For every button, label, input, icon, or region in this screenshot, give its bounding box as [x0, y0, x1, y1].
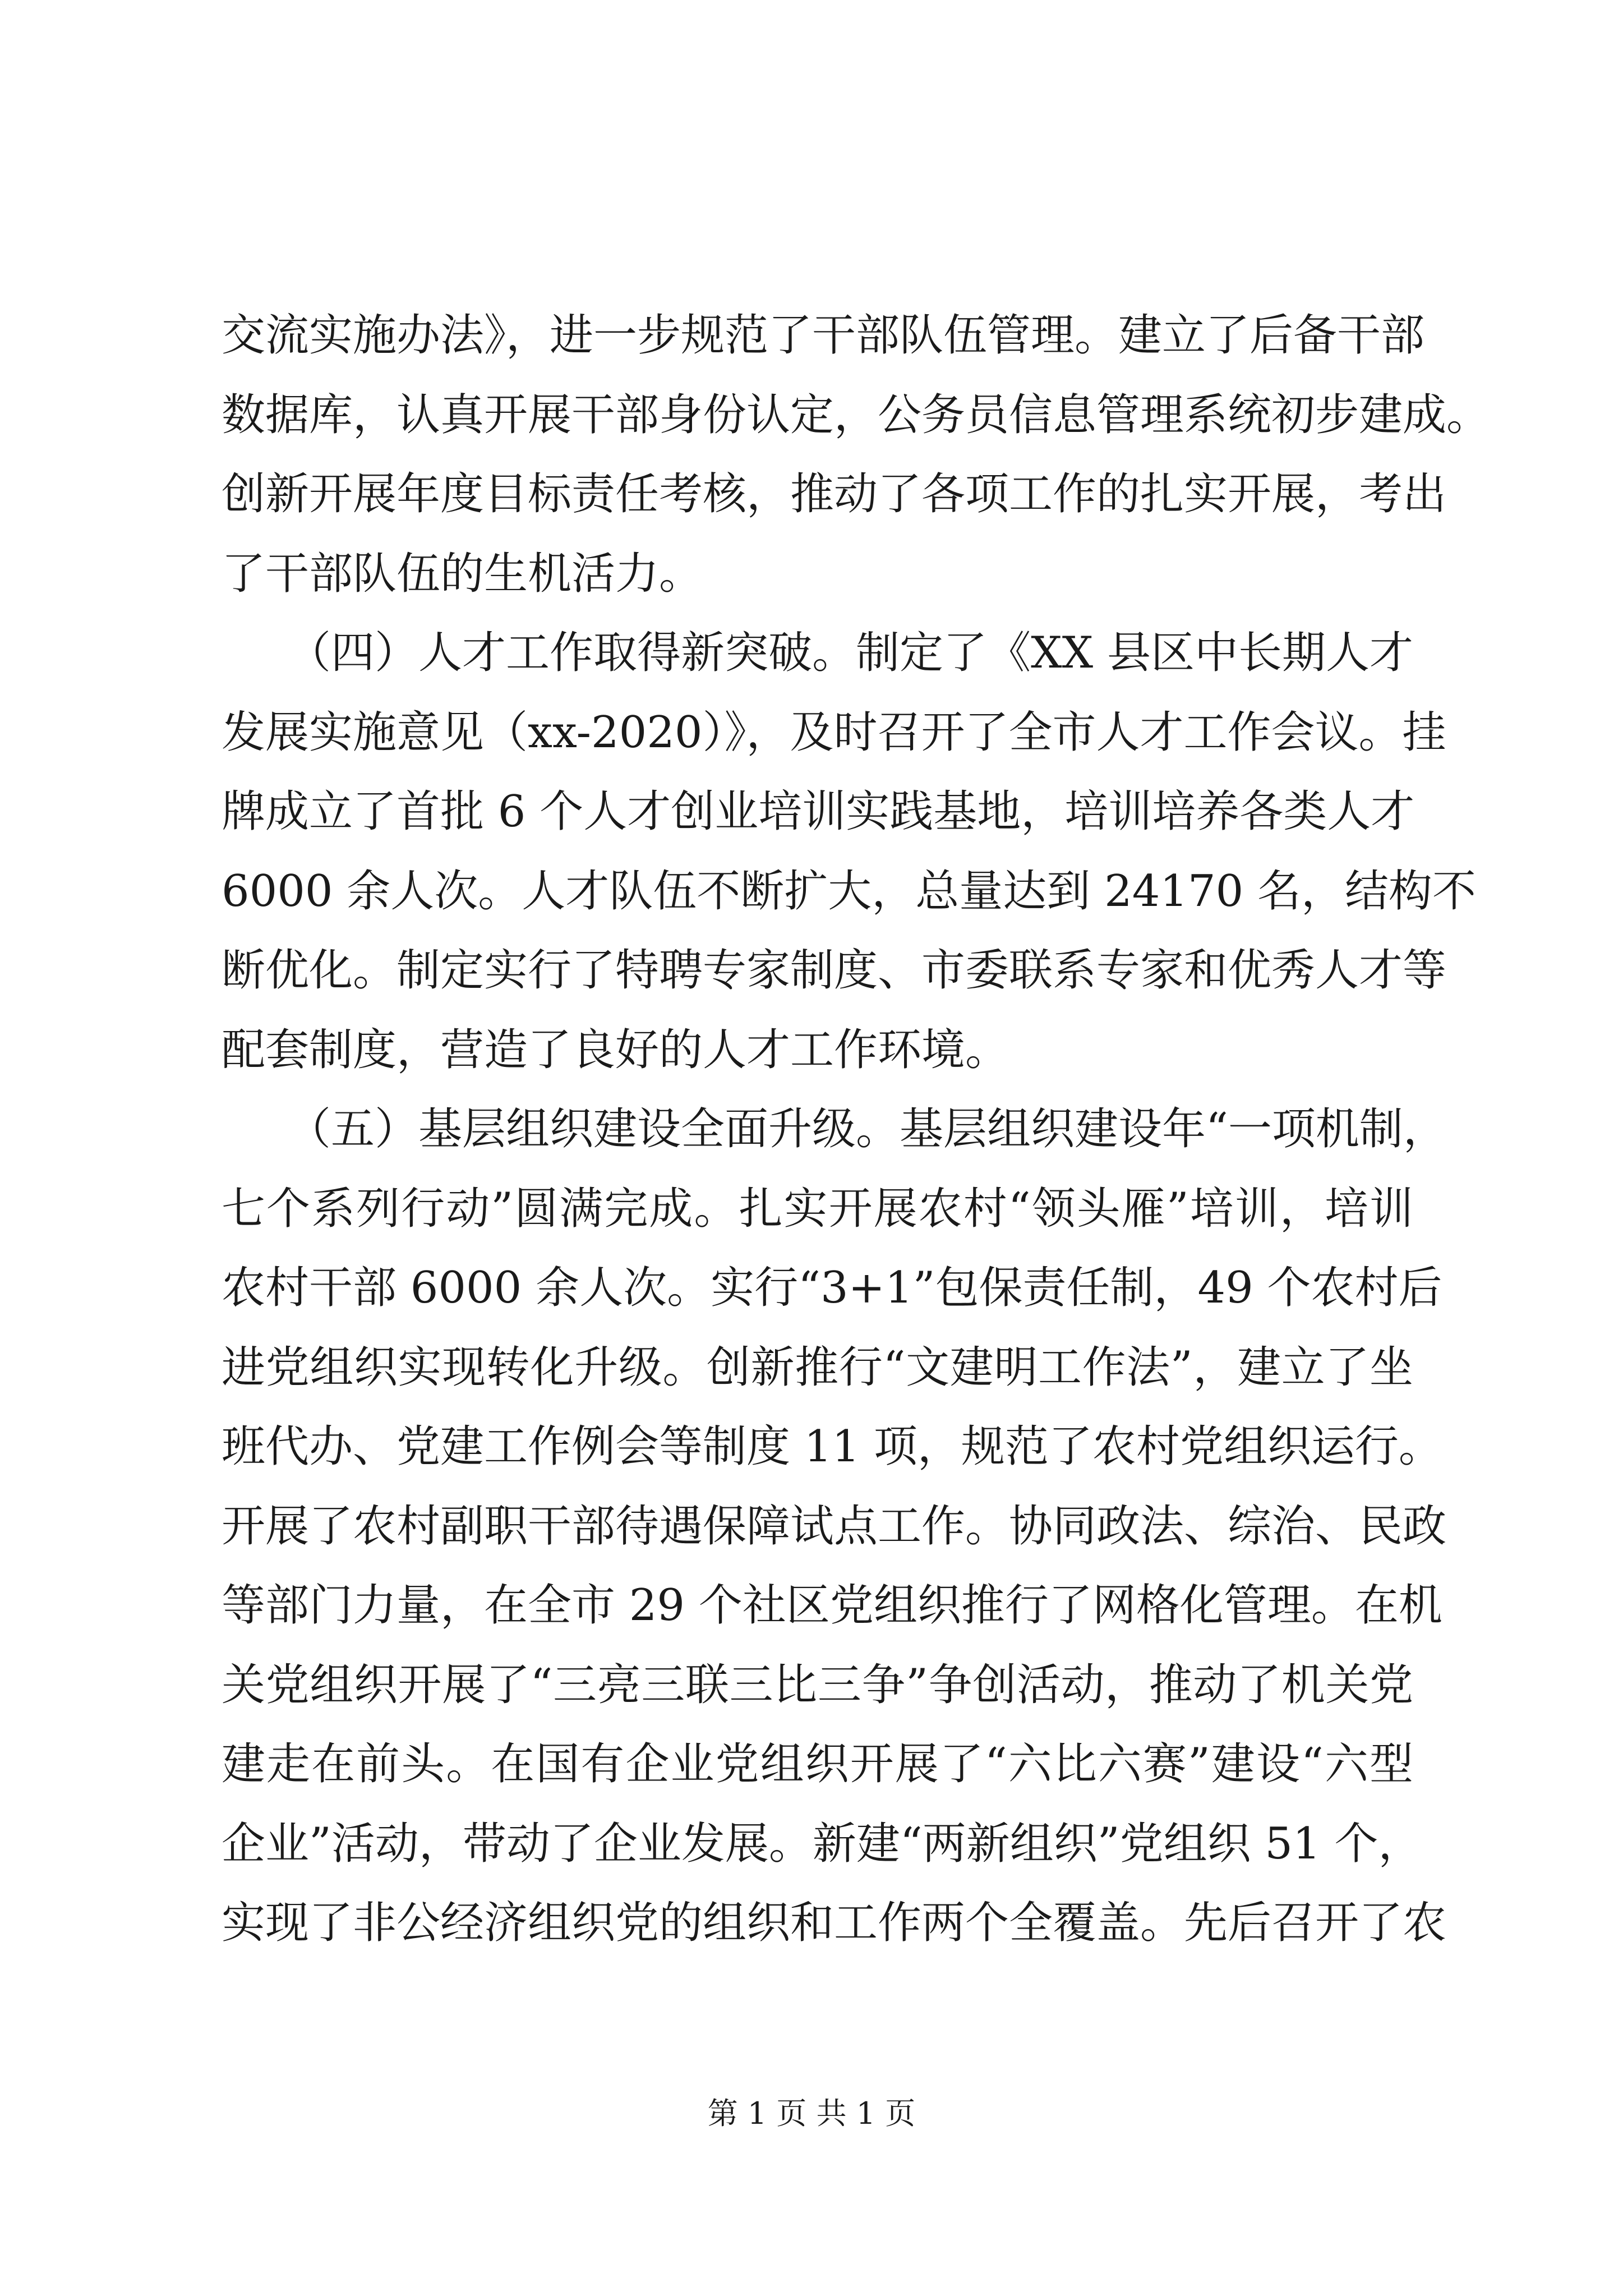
text-line: 七个系列行动”圆满完成。扎实开展农村“领头雁”培训，培训 [222, 1183, 1413, 1234]
text-line: 农村干部 6000 余人次。实行“3+1”包保责任制，49 个农村后 [222, 1263, 1442, 1313]
text-line: 发展实施意见（xx-2020）》，及时召开了全市人才工作会议。挂 [222, 707, 1446, 758]
text-line: 进党组织实现转化升级。创新推行“文建明工作法”，建立了坐 [222, 1342, 1413, 1393]
text-line: 数据库，认真开展干部身份认定，公务员信息管理系统初步建成。 [222, 389, 1491, 440]
text-line: 关党组织开展了“三亮三联三比三争”争创活动，推动了机关党 [222, 1659, 1413, 1710]
text-line: 企业”活动，带动了企业发展。新建“两新组织”党组织 51 个， [222, 1818, 1422, 1869]
text-line: 实现了非公经济组织党的组织和工作两个全覆盖。先后召开了农 [222, 1898, 1447, 1948]
text-line: 配套制度，营造了良好的人才工作环境。 [222, 1024, 1009, 1075]
page-footer: 第 1 页 共 1 页 [707, 2096, 916, 2131]
text-line: 断优化。制定实行了特聘专家制度、市委联系专家和优秀人才等 [222, 945, 1447, 996]
text-line: 了干部队伍的生机活力。 [222, 548, 703, 599]
text-line: （四）人才工作取得新突破。制定了《XX 县区中长期人才 [222, 628, 1413, 678]
text-line: 开展了农村副职干部待遇保障试点工作。协同政法、综治、民政 [222, 1501, 1447, 1552]
text-line: 创新开展年度目标责任考核，推动了各项工作的扎实开展，考出 [222, 469, 1447, 519]
text-line: 等部门力量，在全市 29 个社区党组织推行了网格化管理。在机 [222, 1580, 1442, 1631]
text-line: 班代办、党建工作例会等制度 11 项，规范了农村党组织运行。 [222, 1421, 1442, 1472]
text-line: 建走在前头。在国有企业党组织开展了“六比六赛”建设“六型 [222, 1739, 1413, 1789]
text-line: 6000 余人次。人才队伍不断扩大，总量达到 24170 名，结构不 [222, 866, 1477, 917]
text-line: （五）基层组织建设全面升级。基层组织建设年“一项机制， [222, 1104, 1447, 1154]
body-text [222, 296, 1491, 1963]
text-line: 交流实施办法》，进一步规范了干部队伍管理。建立了后备干部 [222, 310, 1425, 361]
text-line: 牌成立了首批 6 个人才创业培训实践基地，培训培养各类人才 [222, 786, 1415, 837]
